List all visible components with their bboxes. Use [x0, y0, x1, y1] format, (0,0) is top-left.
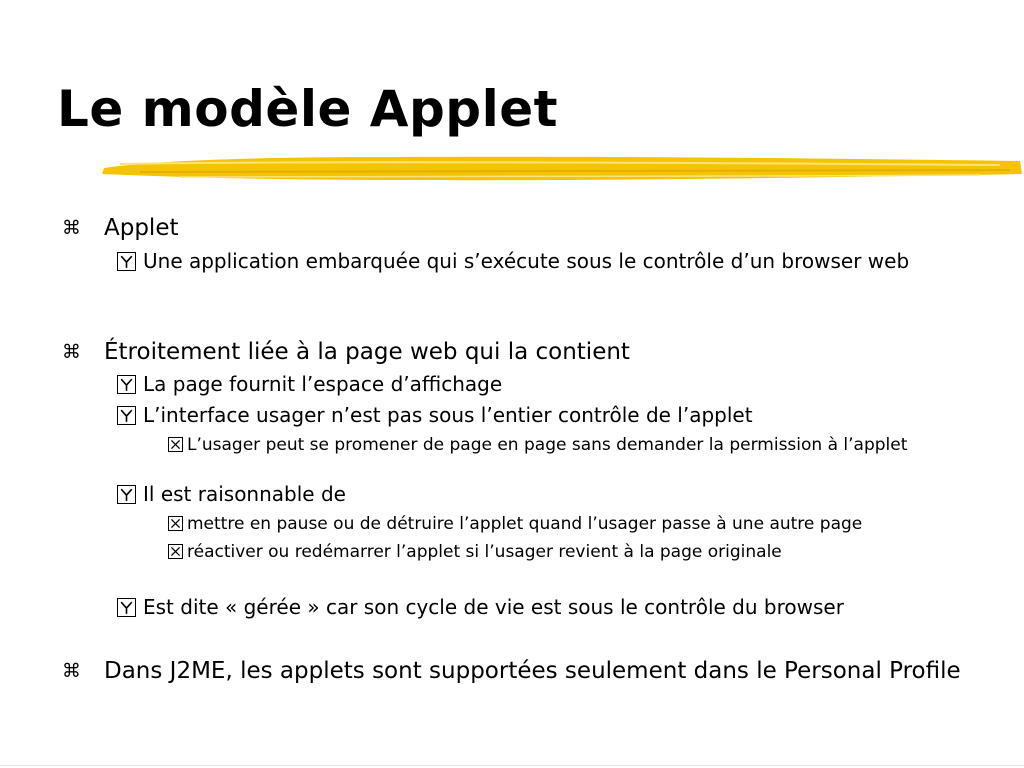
bullet-text: Étroitement liée à la page web qui la contient — [104, 339, 630, 365]
bullet-text: Une application embarquée qui s’exécute sous le contrôle d’un browser web — [143, 249, 910, 273]
bullet-usager-promener — [168, 435, 987, 455]
highlighter-stroke — [100, 150, 1024, 186]
y-bullet-icon — [117, 375, 136, 394]
bullet-j2me — [62, 659, 984, 684]
bullet-applet — [62, 216, 984, 241]
y-bullet-icon — [117, 485, 136, 504]
bullet-text: Est dite « gérée » car son cycle de vie est sous le contrôle du browser — [143, 595, 844, 619]
x-bullet-icon — [168, 437, 183, 452]
z-bullet-icon: ⌘ — [62, 217, 81, 239]
x-bullet-icon — [168, 544, 183, 559]
bullet-mettre-en-pause — [168, 514, 987, 534]
bullet-text: Dans J2ME, les applets sont supportées seulement dans le Personal Profile — [104, 658, 961, 684]
bullet-text: mettre en pause ou de détruire l’applet quand l’usager passe à une autre page — [187, 514, 863, 534]
bullet-text: Il est raisonnable de — [143, 482, 346, 506]
z-bullet-icon: ⌘ — [62, 660, 81, 682]
bullet-text: L’interface usager n’est pas sous l’entier contrôle de l’applet — [143, 403, 753, 427]
bullet-raisonnable — [117, 483, 983, 506]
bullet-application-embarquee — [117, 250, 983, 273]
y-bullet-icon — [117, 406, 136, 425]
bullet-page-fournit — [117, 373, 983, 396]
bullet-text: L’usager peut se promener de page en page sans demander la permission à l’applet — [187, 435, 908, 455]
bullet-reactiver — [168, 542, 987, 562]
bullet-dite-geree — [117, 596, 983, 619]
x-bullet-icon — [168, 516, 183, 531]
bullet-etroitement-liee — [62, 340, 984, 365]
bullet-interface-usager — [117, 404, 983, 427]
y-bullet-icon — [117, 598, 136, 617]
bullet-text: La page fournit l’espace d’affichage — [143, 372, 503, 396]
z-bullet-icon: ⌘ — [62, 341, 81, 363]
bullet-text: réactiver ou redémarrer l’applet si l’usager revient à la page originale — [187, 542, 782, 562]
slide-title: Le modèle Applet — [57, 80, 559, 138]
bullet-text: Applet — [104, 215, 179, 241]
y-bullet-icon — [117, 252, 136, 271]
bottom-divider — [0, 765, 1024, 766]
